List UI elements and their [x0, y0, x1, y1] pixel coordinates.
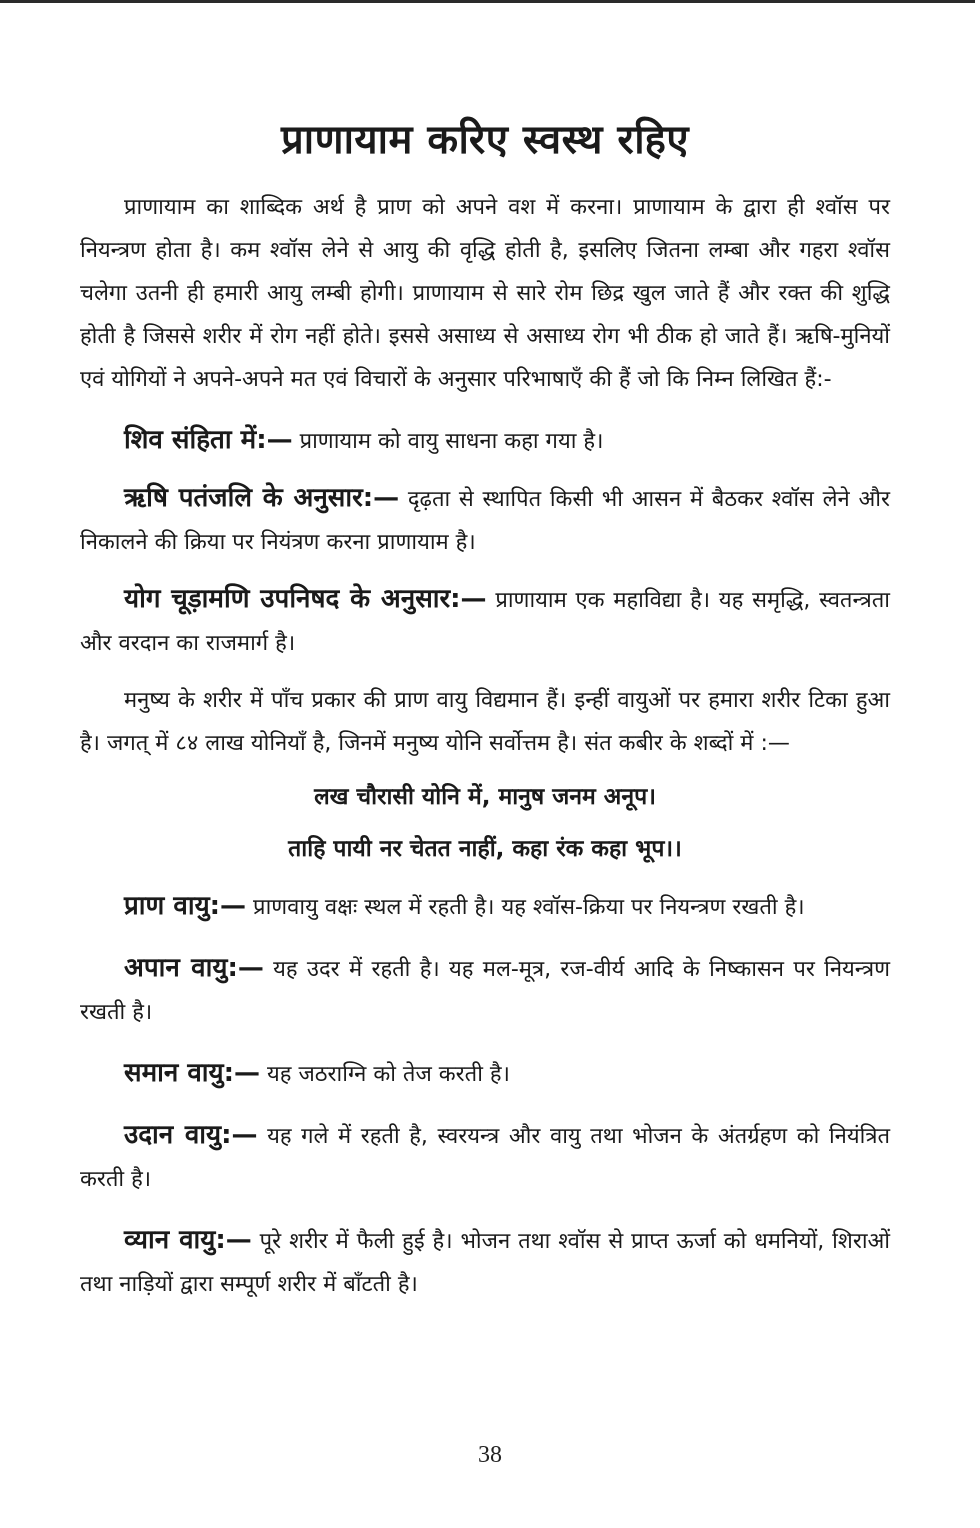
- vayu-udana: [80, 1114, 890, 1201]
- page-content: [80, 112, 890, 1306]
- vayu-vyana: [80, 1219, 890, 1306]
- definition-term: ऋषि पतंजलि के अनुसार:—: [124, 483, 400, 513]
- vayu-term: व्यान वायु:—: [124, 1225, 252, 1255]
- vayu-term: उदान वायु:—: [124, 1120, 258, 1150]
- vayu-text: यह गले में रहती है, स्वरयन्त्र और वायु तथा भोजन के अंतर्ग्रहण को नियंत्रित करती है।: [80, 1124, 890, 1192]
- vayu-text: पूरे शरीर में फैली हुई है। भोजन तथा श्वॉस से प्राप्त ऊर्जा को धमनियों, शिराओं तथा नाड़ियों द्वारा सम्पूर्ण शरीर में बाँटती है।: [80, 1229, 890, 1297]
- vayu-term: प्राण वायु:—: [124, 891, 247, 921]
- definition-patanjali: [80, 477, 890, 564]
- top-border-line: [0, 0, 975, 3]
- verse-line: ताहि पायी नर चेतत नाहीं, कहा रंक कहा भूप।।: [288, 836, 682, 862]
- vayu-text: यह जठराग्नि को तेज करती है।: [267, 1062, 510, 1087]
- vayu-term: समान वायु:—: [124, 1058, 261, 1088]
- page-title: प्राणायाम करिए स्वस्थ रहिए: [281, 117, 689, 163]
- definition-yoga-chudamani: [80, 578, 890, 665]
- vayu-prana: [80, 885, 890, 929]
- definition-text: प्राणायाम एक महाविद्या है। यह समृद्धि, स्वतन्त्रता और वरदान का राजमार्ग है।: [80, 588, 890, 656]
- vayu-text: प्राणवायु वक्षः स्थल में रहती है। यह श्वॉस-क्रिया पर नियन्त्रण रखती है।: [253, 895, 805, 920]
- definition-text: प्राणायाम को वायु साधना कहा गया है।: [299, 429, 604, 454]
- vayu-term: अपान वायु:—: [124, 953, 264, 983]
- verse-line: लख चौरासी योनि में, मानुष जनम अनूप।: [314, 784, 656, 810]
- definition-text: दृढ़ता से स्थापित किसी भी आसन में बैठकर श्वॉस लेने और निकालने की क्रिया पर नियंत्रण करना प्राणायाम है।: [80, 487, 890, 555]
- kabir-couplet: [80, 771, 890, 875]
- body-paragraph: मनुष्य के शरीर में पाँच प्रकार की प्राण वायु विद्यमान हैं। इन्हीं वायुओं पर हमारा शरीर टिका हुआ है। जगत् में ८४ लाख योनियाँ है, जिनमें मनुष्य योनि सर्वोत्तम है। संत कबीर के शब्दों में :—: [80, 688, 890, 756]
- definition-term: शिव संहिता में:—: [124, 425, 293, 455]
- page-number: 38: [478, 1442, 502, 1468]
- intro-paragraph: प्राणायाम का शाब्दिक अर्थ है प्राण को अपने वश में करना। प्राणायाम के द्वारा ही श्वॉस पर नियन्त्रण होता है। कम श्वॉस लेने से आयु की वृद्धि होती है, इसलिए जितना लम्बा और गहरा श्वॉस चलेगा उतनी ही हमारी आयु लम्बी होगी। प्राणायाम से सारे रोम छिद्र खुल जाते हैं और रक्त की शुद्धि होती है जिससे शरीर में रोग नहीं होते। इससे असाध्य से असाध्य रोग भी ठीक हो जाते हैं। ऋषि-मुनियों एवं योगियों ने अपने-अपने मत एवं विचारों के अनुसार परिभाषाएँ की हैं जो कि निम्न लिखित हैं:-: [80, 195, 890, 392]
- definition-term: योग चूड़ामणि उपनिषद के अनुसार:—: [124, 584, 487, 614]
- vayu-apana: [80, 947, 890, 1034]
- vayu-samana: [80, 1052, 890, 1096]
- vayu-text: यह उदर में रहती है। यह मल-मूत्र, रज-वीर्य आदि के निष्कासन पर नियन्त्रण रखती है।: [80, 957, 891, 1025]
- definition-shiv-samhita: [80, 419, 890, 463]
